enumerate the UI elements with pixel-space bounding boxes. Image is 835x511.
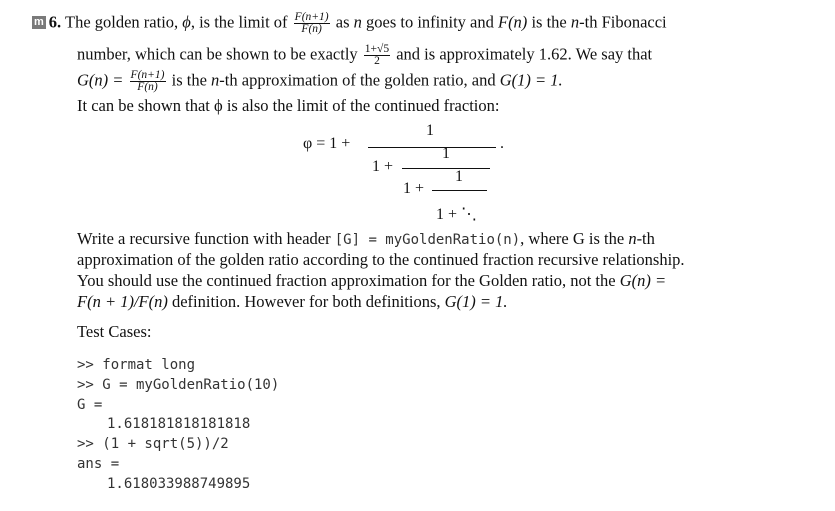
console-line: >> format long — [77, 357, 196, 373]
cf-bar-b — [402, 168, 490, 169]
phi-symbol: ϕ — [182, 12, 191, 32]
problem-line-3 — [77, 70, 563, 93]
cf-bar-c — [432, 190, 487, 191]
text: You should use the continued fraction approximation for the Golden ratio, not the — [77, 271, 620, 290]
text: as — [331, 12, 354, 32]
fraction-numerator: F(n+1) — [130, 69, 165, 81]
cf-lhs: φ = 1 + — [303, 135, 351, 152]
cf-plus-b: 1 + — [372, 158, 394, 175]
console-line: ans = — [77, 456, 120, 472]
text: -th — [636, 229, 655, 248]
console-line: >> G = myGoldenRatio(10) — [77, 377, 280, 393]
fraction — [364, 44, 390, 67]
problem-badge: m — [34, 16, 44, 29]
problem-line-7 — [77, 271, 666, 291]
math-var: n — [570, 12, 580, 32]
text: -th approximation of the golden ratio, and — [219, 70, 500, 90]
function-header-code: [G] = myGoldenRatio(n) — [334, 232, 521, 248]
cf-dot: . — [500, 135, 504, 152]
math-expr: G(1) = 1. — [444, 292, 508, 311]
problem-number: 6. — [48, 12, 62, 32]
fraction-denominator: F(n) — [137, 81, 158, 93]
problem-line-5 — [77, 229, 655, 250]
text: number, which can be shown to be exactly — [77, 44, 362, 64]
fraction — [130, 70, 166, 93]
console-line: G = — [77, 397, 103, 413]
math-var: n — [628, 229, 637, 248]
text: is the — [527, 12, 571, 32]
math-expr: G(1) = 1. — [499, 70, 563, 90]
math-var: n — [211, 70, 220, 90]
problem-line-1 — [32, 12, 667, 35]
fraction-numerator: F(n+1) — [294, 11, 329, 23]
console-line: >> (1 + sqrt(5))/2 — [77, 436, 229, 452]
math-var: n — [353, 12, 362, 32]
text: , is the limit of — [190, 12, 292, 32]
cf-one-a: 1 — [426, 122, 434, 139]
math-var: F(n) — [497, 12, 528, 32]
cf-tail: 1 + ⋱ — [436, 206, 478, 223]
text: , where G is the — [520, 229, 629, 248]
fraction — [294, 12, 330, 35]
text: Write a recursive function with header — [77, 229, 335, 248]
problem-line-8 — [77, 292, 508, 312]
math-expr: F(n + 1)/F(n) — [77, 292, 168, 311]
text: -th Fibonacci — [579, 12, 667, 32]
text: is the — [167, 70, 212, 90]
cf-plus-c: 1 + — [403, 180, 425, 197]
math-expr: G(n) = — [619, 271, 667, 290]
cf-one-b: 1 — [442, 145, 450, 162]
cf-bar-a — [368, 147, 496, 148]
fraction-denominator: 2 — [374, 55, 380, 67]
text: The golden ratio, — [64, 12, 183, 32]
console-line: 1.618181818181818 — [107, 416, 251, 432]
fraction-denominator: F(n) — [301, 23, 322, 35]
console-line: 1.618033988749895 — [107, 476, 251, 492]
problem-line-4: It can be shown that ϕ is also the limit of the continued fraction: — [77, 96, 500, 115]
problem-line-2 — [77, 44, 652, 67]
math-expr: G(n) = — [77, 70, 128, 90]
text: definition. However for both definitions, — [167, 292, 445, 311]
text: goes to infinity and — [361, 12, 498, 32]
cf-one-c: 1 — [455, 168, 463, 185]
fraction-numerator: 1+√5 — [364, 43, 390, 55]
problem-line-6: approximation of the golden ratio according to the continued fraction recursive relationship. — [77, 250, 685, 269]
test-cases-heading: Test Cases: — [77, 322, 152, 341]
text: and is approximately 1.62. We say that — [392, 44, 653, 64]
